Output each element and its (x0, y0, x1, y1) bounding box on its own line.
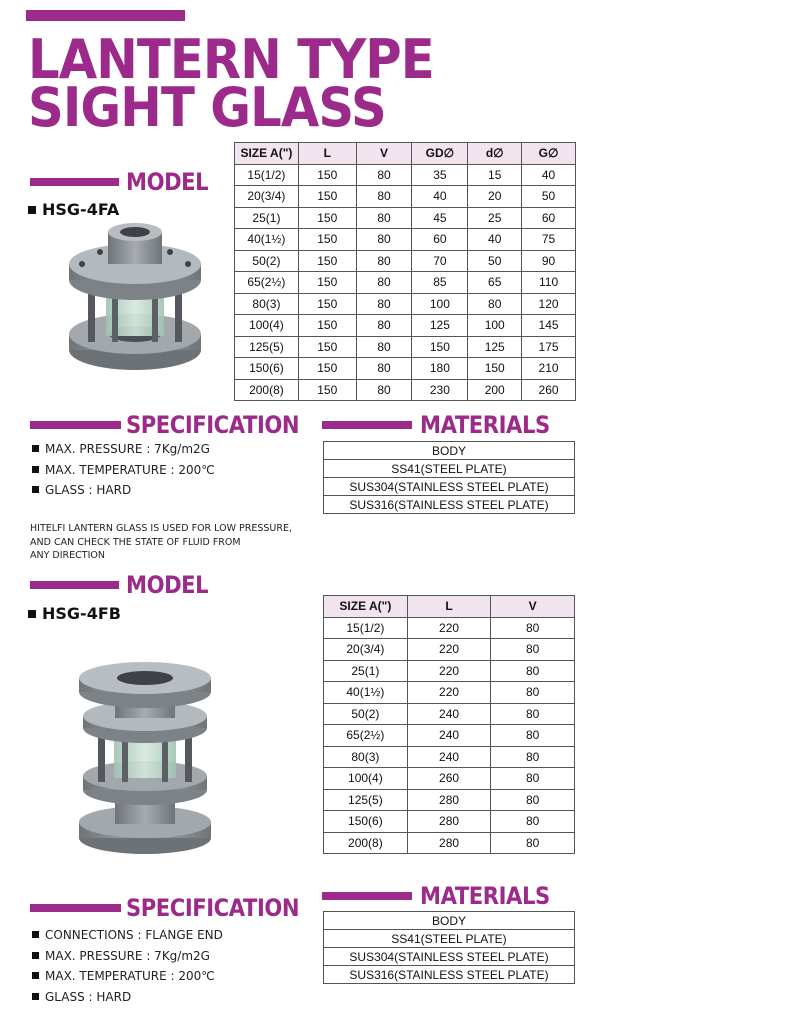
table-cell: 50 (468, 250, 522, 272)
table-cell: 100 (468, 315, 522, 337)
materials-accent-bar (322, 892, 412, 900)
table-cell: 240 (407, 703, 491, 725)
table-cell: 150 (298, 164, 356, 186)
table-cell: 80 (491, 746, 575, 768)
table-row (324, 703, 575, 725)
dimensions-table-hsg-4fb (323, 595, 575, 854)
table-cell: 80 (356, 358, 412, 380)
materials-row (324, 478, 575, 496)
sight-glass-hsg-4fa-image (60, 222, 210, 382)
table-cell: 40(1½) (324, 682, 408, 704)
table-cell: 220 (407, 660, 491, 682)
table-cell: 145 (522, 315, 576, 337)
column-header: SIZE A(") (235, 143, 299, 165)
table-header-row (235, 143, 576, 165)
table-cell: 25(1) (324, 660, 408, 682)
table-cell: 70 (412, 250, 468, 272)
table-cell: 100 (412, 293, 468, 315)
model-accent-bar (30, 581, 119, 589)
bullet-square-icon (32, 466, 39, 473)
spec-accent-bar (30, 421, 121, 429)
column-header: V (356, 143, 412, 165)
table-row (324, 768, 575, 790)
table-cell: 20(3/4) (324, 639, 408, 661)
table-cell: 80 (356, 164, 412, 186)
table-cell: 80 (356, 207, 412, 229)
spec-item (32, 925, 223, 946)
table-cell: 15(1/2) (324, 617, 408, 639)
table-cell: 180 (412, 358, 468, 380)
materials-row (324, 948, 575, 966)
table-row (324, 746, 575, 768)
table-cell: 45 (412, 207, 468, 229)
table-cell: 150 (298, 207, 356, 229)
table-cell: 260 (407, 768, 491, 790)
materials-cell: BODY (324, 442, 575, 460)
spec-text: CONNECTIONS : FLANGE END (45, 928, 223, 942)
table-cell: 175 (522, 336, 576, 358)
table-row (324, 660, 575, 682)
table-cell: 40 (412, 186, 468, 208)
spec-item (32, 460, 215, 481)
table-cell: 65(2½) (235, 272, 299, 294)
table-cell: 150 (298, 293, 356, 315)
table-cell: 200(8) (324, 832, 408, 854)
model-accent-bar (30, 178, 119, 186)
table-row (324, 617, 575, 639)
table-cell: 220 (407, 639, 491, 661)
model-code: HSG-4FA (28, 200, 119, 219)
table-row (235, 250, 576, 272)
table-cell: 75 (522, 229, 576, 251)
table-cell: 110 (522, 272, 576, 294)
materials-header-row (324, 442, 575, 460)
materials-table (323, 911, 575, 984)
table-cell: 240 (407, 746, 491, 768)
bullet-square-icon (32, 445, 39, 452)
table-cell: 80 (491, 832, 575, 854)
materials-row (324, 460, 575, 478)
materials-row (324, 496, 575, 514)
table-cell: 100(4) (235, 315, 299, 337)
bullet-square-icon (32, 972, 39, 979)
table-cell: 150 (298, 358, 356, 380)
materials-row (324, 966, 575, 984)
table-cell: 80 (491, 811, 575, 833)
table-cell: 260 (522, 379, 576, 401)
table-cell: 80(3) (324, 746, 408, 768)
bullet-square-icon (32, 931, 39, 938)
table-row (235, 164, 576, 186)
column-header: L (298, 143, 356, 165)
table-cell: 80 (356, 293, 412, 315)
model-heading: MODEL (126, 168, 209, 196)
table-cell: 200(8) (235, 379, 299, 401)
table-cell: 150 (468, 358, 522, 380)
materials-header-row (324, 912, 575, 930)
table-cell: 80 (491, 639, 575, 661)
table-cell: 80 (491, 660, 575, 682)
table-cell: 80 (491, 768, 575, 790)
table-cell: 15(1/2) (235, 164, 299, 186)
table-cell: 150 (412, 336, 468, 358)
model-code: HSG-4FB (28, 604, 121, 623)
table-cell: 125 (412, 315, 468, 337)
bullet-square-icon (28, 610, 36, 618)
table-row (324, 639, 575, 661)
materials-cell: SS41(STEEL PLATE) (324, 460, 575, 478)
spec-text: MAX. PRESSURE : 7Kg/m2G (45, 948, 210, 963)
table-cell: 280 (407, 789, 491, 811)
model-heading: MODEL (126, 571, 209, 599)
column-header: V (491, 596, 575, 618)
table-cell: 80 (356, 186, 412, 208)
page-title-line2: SIGHT GLASS (28, 76, 386, 139)
table-cell: 65 (468, 272, 522, 294)
spec-list (32, 925, 223, 1007)
column-header: SIZE A(") (324, 596, 408, 618)
materials-cell: SUS304(STAINLESS STEEL PLATE) (324, 478, 575, 496)
page-title-line1: LANTERN TYPE (28, 28, 434, 91)
table-cell: 50 (522, 186, 576, 208)
bullet-square-icon (32, 952, 39, 959)
spec-text: GLASS : HARD (45, 989, 132, 1004)
spec-text: MAX. PRESSURE : 7Kg/m2G (45, 442, 210, 456)
table-cell: 50(2) (235, 250, 299, 272)
spec-item (32, 966, 223, 987)
table-cell: 150 (298, 272, 356, 294)
table-cell: 15 (468, 164, 522, 186)
table-cell: 150(6) (324, 811, 408, 833)
table-cell: 125 (468, 336, 522, 358)
table-cell: 80 (491, 789, 575, 811)
table-cell: 200 (468, 379, 522, 401)
table-row (324, 832, 575, 854)
materials-cell: SUS316(STAINLESS STEEL PLATE) (324, 966, 575, 984)
table-cell: 100(4) (324, 768, 408, 790)
table-cell: 90 (522, 250, 576, 272)
table-row (235, 379, 576, 401)
table-cell: 65(2½) (324, 725, 408, 747)
table-cell: 80 (491, 725, 575, 747)
table-cell: 280 (407, 832, 491, 854)
materials-cell: SUS304(STAINLESS STEEL PLATE) (324, 948, 575, 966)
spec-text: MAX. TEMPERATURE : 200℃ (45, 969, 215, 983)
table-row (235, 207, 576, 229)
table-row (324, 811, 575, 833)
table-row (235, 358, 576, 380)
table-cell: 150 (298, 315, 356, 337)
bullet-square-icon (28, 206, 36, 214)
table-row (235, 186, 576, 208)
spec-accent-bar (30, 904, 121, 912)
product-note: HITELFI LANTERN GLASS IS USED FOR LOW PRESSURE, AND CAN CHECK THE STATE OF FLUID FROM ANY DIRECTION (30, 523, 292, 561)
column-header: L (407, 596, 491, 618)
table-cell: 120 (522, 293, 576, 315)
table-cell: 150(6) (235, 358, 299, 380)
table-row (235, 272, 576, 294)
table-cell: 150 (298, 186, 356, 208)
table-cell: 80 (491, 682, 575, 704)
table-cell: 80 (491, 703, 575, 725)
table-cell: 280 (407, 811, 491, 833)
table-cell: 125(5) (235, 336, 299, 358)
column-header: GD∅ (412, 143, 468, 165)
table-cell: 80(3) (235, 293, 299, 315)
table-cell: 80 (491, 617, 575, 639)
spec-list (32, 439, 215, 501)
bullet-square-icon (32, 993, 39, 1000)
table-cell: 85 (412, 272, 468, 294)
table-cell: 40(1½) (235, 229, 299, 251)
table-row (235, 229, 576, 251)
table-cell: 35 (412, 164, 468, 186)
table-cell: 50(2) (324, 703, 408, 725)
table-cell: 80 (356, 272, 412, 294)
table-cell: 20(3/4) (235, 186, 299, 208)
table-cell: 25 (468, 207, 522, 229)
spec-heading: SPECIFICATION (126, 411, 300, 439)
table-cell: 150 (298, 250, 356, 272)
materials-cell: SUS316(STAINLESS STEEL PLATE) (324, 496, 575, 514)
table-cell: 20 (468, 186, 522, 208)
title-accent-bar (26, 10, 185, 21)
table-cell: 80 (356, 229, 412, 251)
column-header: d∅ (468, 143, 522, 165)
table-cell: 80 (356, 336, 412, 358)
table-row (235, 336, 576, 358)
materials-heading: MATERIALS (420, 411, 550, 439)
table-header-row (324, 596, 575, 618)
table-cell: 125(5) (324, 789, 408, 811)
materials-table (323, 441, 575, 514)
sight-glass-hsg-4fb-image (70, 660, 220, 860)
table-cell: 80 (468, 293, 522, 315)
table-cell: 40 (468, 229, 522, 251)
table-cell: 80 (356, 250, 412, 272)
table-cell: 230 (412, 379, 468, 401)
spec-item (32, 987, 223, 1008)
table-cell: 210 (522, 358, 576, 380)
spec-text: GLASS : HARD (45, 483, 132, 497)
table-cell: 150 (298, 336, 356, 358)
table-row (324, 682, 575, 704)
table-row (235, 315, 576, 337)
table-cell: 80 (356, 315, 412, 337)
spec-item (32, 480, 215, 501)
spec-heading: SPECIFICATION (126, 894, 300, 922)
table-cell: 40 (522, 164, 576, 186)
materials-accent-bar (322, 421, 412, 429)
materials-row (324, 930, 575, 948)
bullet-square-icon (32, 486, 39, 493)
table-row (324, 725, 575, 747)
table-row (235, 293, 576, 315)
table-cell: 220 (407, 617, 491, 639)
table-cell: 80 (356, 379, 412, 401)
table-cell: 150 (298, 229, 356, 251)
table-cell: 60 (412, 229, 468, 251)
materials-cell: SS41(STEEL PLATE) (324, 930, 575, 948)
table-cell: 220 (407, 682, 491, 704)
table-cell: 25(1) (235, 207, 299, 229)
table-cell: 240 (407, 725, 491, 747)
table-row (324, 789, 575, 811)
spec-text: MAX. TEMPERATURE : 200℃ (45, 462, 215, 477)
materials-cell: BODY (324, 912, 575, 930)
spec-item (32, 439, 215, 460)
table-cell: 60 (522, 207, 576, 229)
table-cell: 150 (298, 379, 356, 401)
spec-item (32, 946, 223, 967)
materials-heading: MATERIALS (420, 882, 550, 910)
column-header: G∅ (522, 143, 576, 165)
dimensions-table-hsg-4fa (234, 142, 576, 401)
